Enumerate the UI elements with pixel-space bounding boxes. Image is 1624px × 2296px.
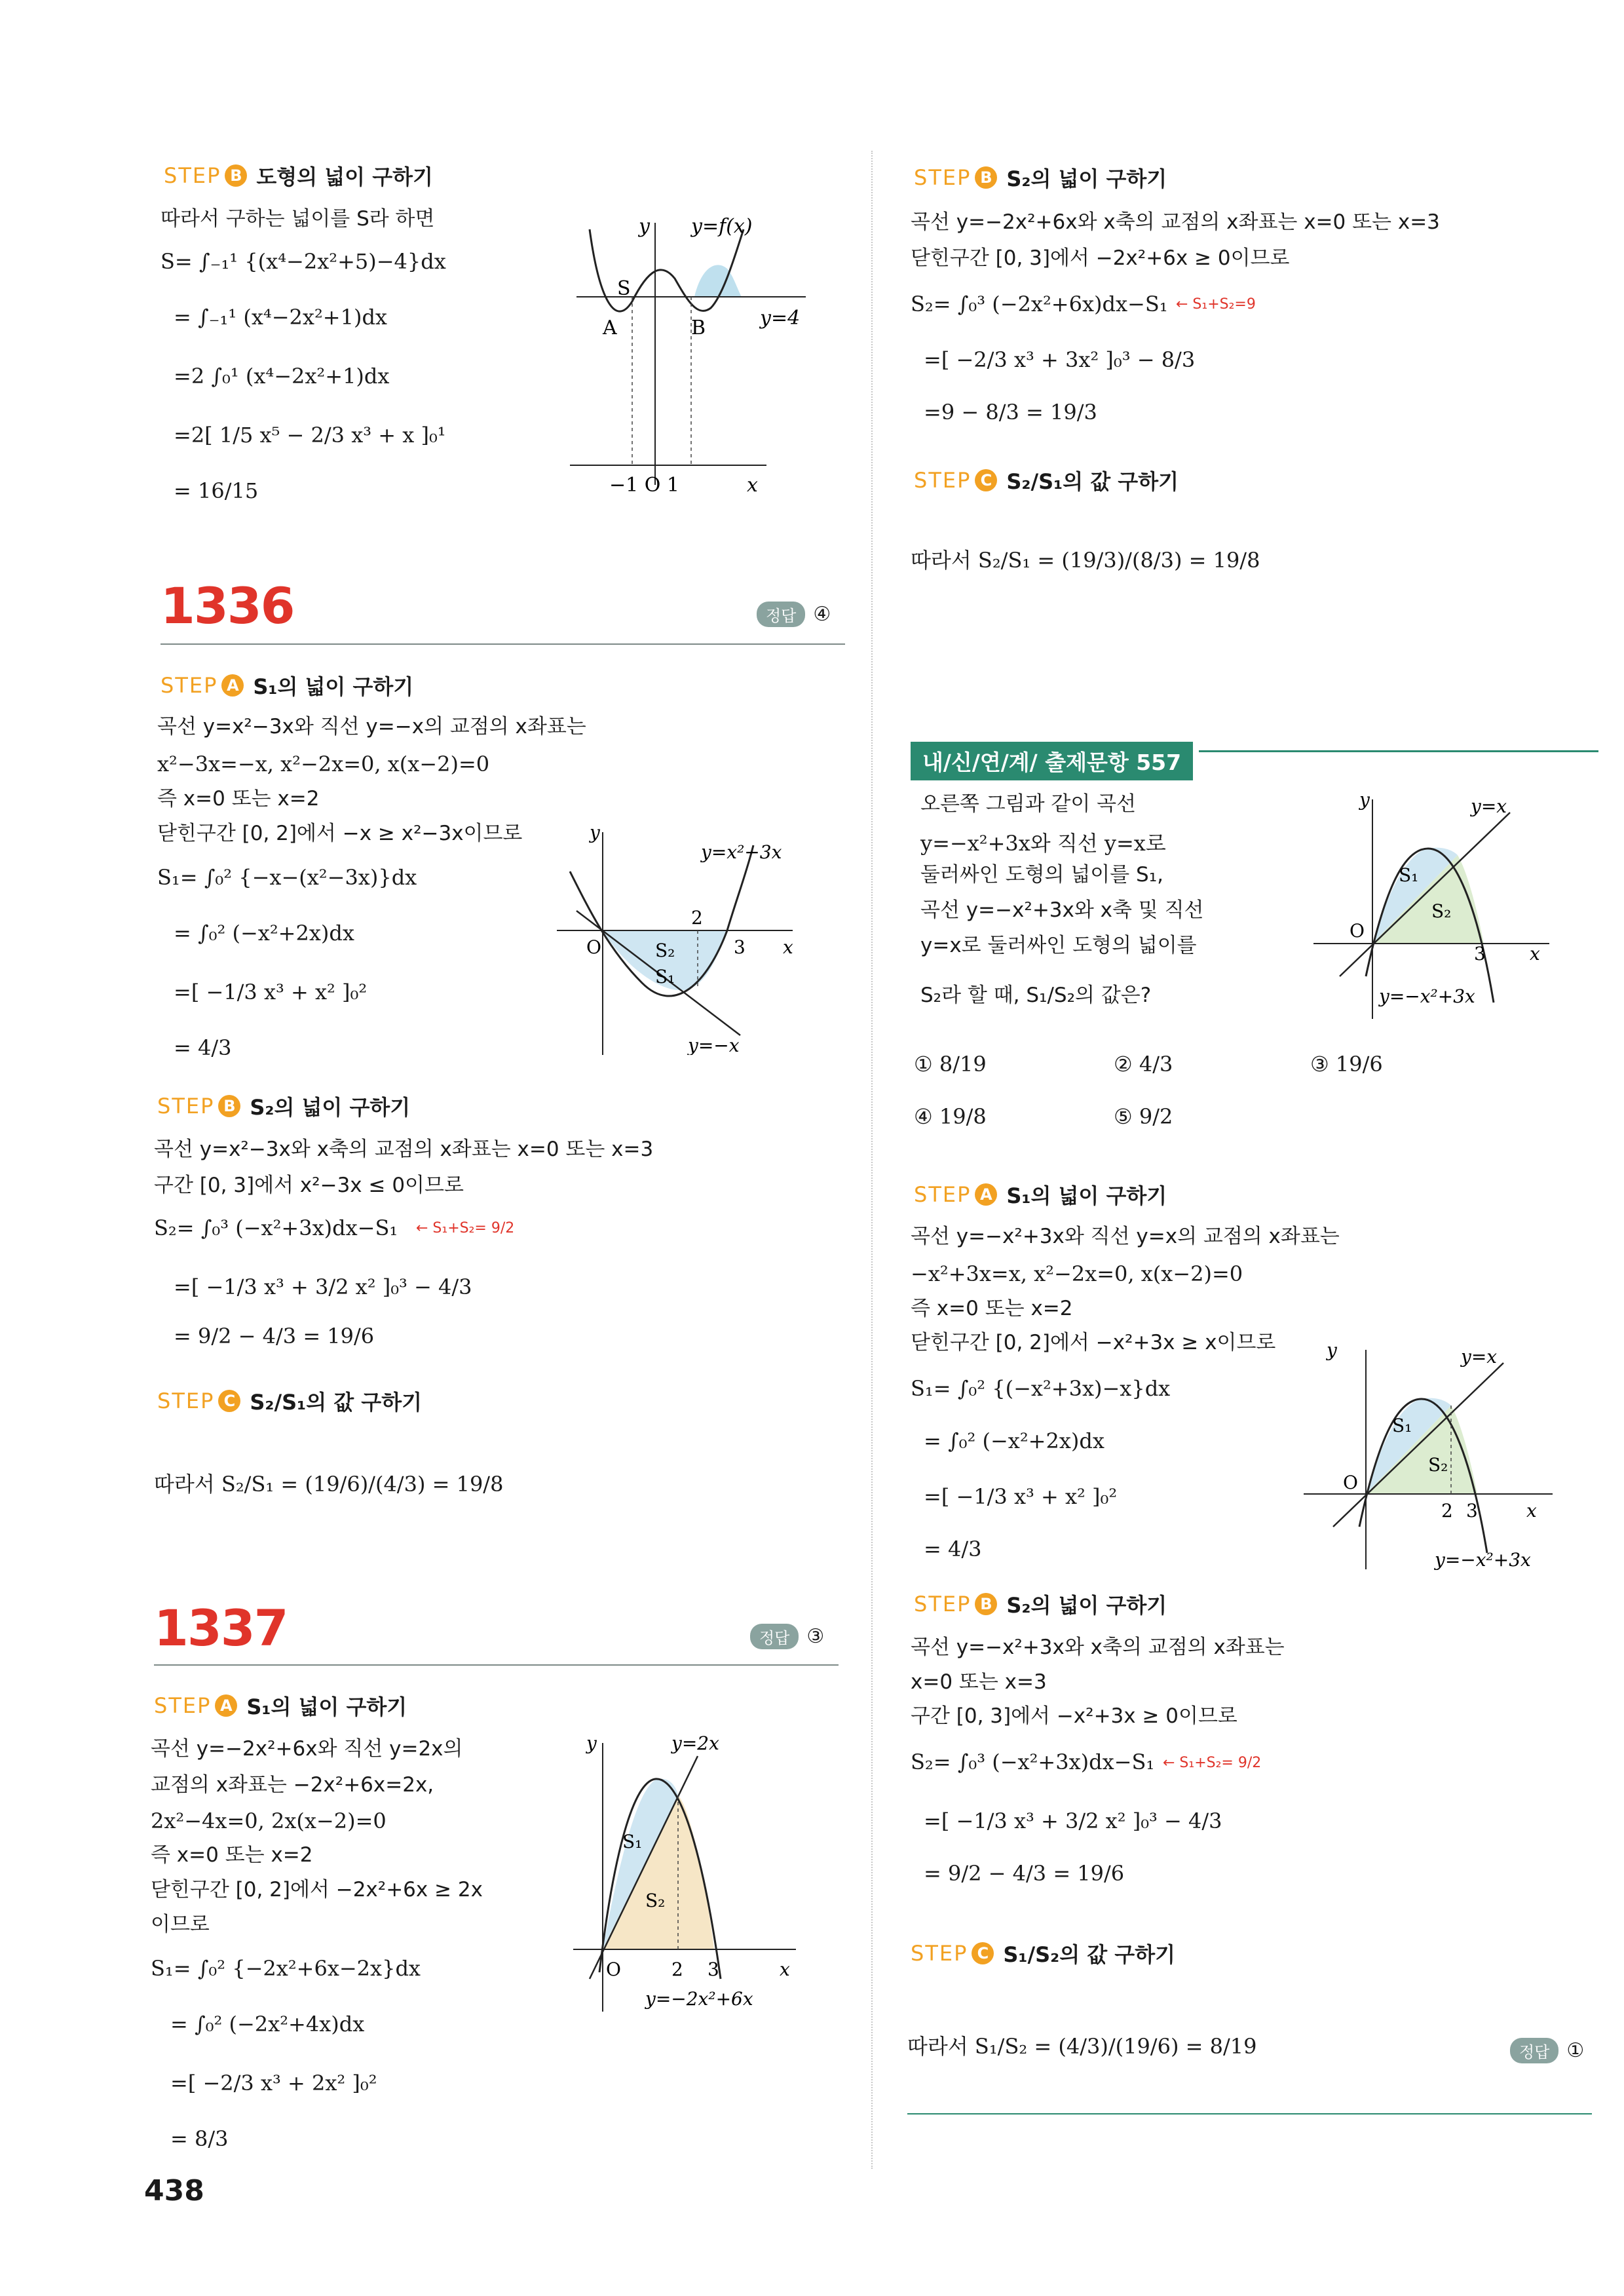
label-2: 2 <box>671 1959 683 1980</box>
solution-line: 곡선 y=x²−3x와 직선 y=−x의 교점의 x좌표는 <box>157 715 586 738</box>
problem-line: y=x로 둘러싸인 도형의 넓이를 <box>920 934 1197 957</box>
solution-line: =[ −2/3 x³ + 2x² ]₀² <box>170 2071 377 2095</box>
step-c-heading: STEP C S₂/S₁의 값 구하기 <box>157 1388 423 1415</box>
choice-4[interactable]: ④ 19/8 <box>914 1104 987 1129</box>
graph-557 <box>1313 786 1576 1022</box>
problem-divider <box>161 643 845 645</box>
label-2: 2 <box>691 907 703 928</box>
choice-5[interactable]: ⑤ 9/2 <box>1114 1104 1173 1129</box>
solution-line: 닫힌구간 [0, 3]에서 −2x²+6x ≥ 0이므로 <box>911 246 1290 270</box>
label-x: x <box>1530 943 1540 965</box>
problem-divider <box>154 1664 839 1666</box>
label-line: y=x <box>1461 1346 1498 1368</box>
step-b-heading: STEP B 도형의 넓이 구하기 <box>164 163 433 189</box>
label-y: y <box>1359 789 1370 811</box>
solution-line: S₁= ∫₀² {−x−(x²−3x)}dx <box>157 865 417 890</box>
solution-line: S₂= ∫₀³ (−x²+3x)dx−S₁ <box>154 1215 398 1240</box>
label-line: y=x <box>1471 795 1507 817</box>
solution-line: 즉 x=0 또는 x=2 <box>151 1843 313 1867</box>
solution-line: = 8/3 <box>170 2126 229 2151</box>
step-a-heading: STEP A S₁의 넓이 구하기 <box>161 673 414 699</box>
solution-line: 곡선 y=−2x²+6x와 x축의 교점의 x좌표는 x=0 또는 x=3 <box>911 210 1440 234</box>
step-a-heading: STEP A S₁의 넓이 구하기 <box>914 1182 1167 1208</box>
header-rule <box>1199 750 1598 752</box>
step-b-heading: STEP B S₂의 넓이 구하기 <box>157 1094 411 1120</box>
solution-line: = 16/15 <box>174 478 259 503</box>
label-line: y=4 <box>760 307 801 330</box>
label-s2: S₂ <box>1431 900 1452 922</box>
answer-badge: 정답 ④ <box>757 602 831 627</box>
region-s2b <box>1458 855 1484 944</box>
label-s1: S₁ <box>1392 1415 1412 1436</box>
label-3: 3 <box>1466 1500 1478 1521</box>
label-3: 3 <box>1474 943 1486 965</box>
problem-line: 곡선 y=−x²+3x와 x축 및 직선 <box>920 898 1204 922</box>
solution-line: S₂= ∫₀³ (−2x²+6x)dx−S₁ <box>911 292 1168 316</box>
graph-1337 <box>567 1730 842 2018</box>
solution-line: = ∫₀² (−x²+2x)dx <box>174 921 354 946</box>
solution-line: =[ −1/3 x³ + 3/2 x² ]₀³ − 4/3 <box>174 1274 472 1299</box>
linked-problem-header: 내/신/연/계/ 출제문항 557 <box>911 742 1193 780</box>
label-a: A <box>603 316 617 339</box>
label-o: O <box>586 936 601 958</box>
label-s: S <box>617 277 631 300</box>
label-2: 2 <box>1441 1500 1453 1521</box>
solution-line: S₁= ∫₀² {(−x²+3x)−x}dx <box>911 1376 1171 1401</box>
solution-line: =[ −1/3 x³ + x² ]₀² <box>174 980 368 1004</box>
solution-line: 즉 x=0 또는 x=2 <box>157 787 320 811</box>
label-b: B <box>691 316 706 339</box>
solution-line: 곡선 y=−2x²+6x와 직선 y=2x의 <box>151 1737 463 1761</box>
hint-note: ← S₁+S₂= 9/2 <box>416 1220 515 1236</box>
section-end-rule <box>907 2113 1592 2114</box>
label-s1: S₁ <box>1399 864 1419 886</box>
step-b-heading: STEP B S₂의 넓이 구하기 <box>914 1592 1167 1618</box>
label-curve: y=f(x) <box>691 215 753 238</box>
solution-line: −x²+3x=x, x²−2x=0, x(x−2)=0 <box>911 1261 1243 1286</box>
page-number: 438 <box>144 2174 204 2208</box>
solution-line: 따라서 S₂/S₁ = (19/3)/(8/3) = 19/8 <box>911 548 1260 573</box>
solution-line: 곡선 y=x²−3x와 x축의 교점의 x좌표는 x=0 또는 x=3 <box>154 1138 654 1161</box>
graph-557-solution <box>1304 1337 1579 1573</box>
label-y: y <box>586 1732 597 1754</box>
choice-3[interactable]: ③ 19/6 <box>1310 1052 1383 1077</box>
graph-1336 <box>557 819 832 1055</box>
solution-line: x=0 또는 x=3 <box>911 1670 1047 1694</box>
label-x: x <box>783 936 793 958</box>
label-s2: S₂ <box>645 1890 666 1911</box>
choice-2[interactable]: ② 4/3 <box>1114 1052 1173 1077</box>
label-curve: y=x²−3x <box>701 841 782 863</box>
solution-line: = ∫₀² (−2x²+4x)dx <box>170 2012 365 2037</box>
solution-line: S₁= ∫₀² {−2x²+6x−2x}dx <box>151 1956 421 1981</box>
region-s2b <box>1451 1406 1477 1494</box>
answer-badge: 정답 ① <box>1510 2038 1584 2063</box>
label-o: O <box>1350 920 1365 942</box>
label-curve: y=−2x²+6x <box>645 1988 753 2010</box>
label-curve: y=−x²+3x <box>1435 1549 1531 1571</box>
label-line: y=2x <box>671 1732 719 1754</box>
solution-line: = 4/3 <box>174 1035 232 1060</box>
solution-line: 따라서 S₂/S₁ = (19/6)/(4/3) = 19/8 <box>154 1472 504 1497</box>
solution-line: 닫힌구간 [0, 2]에서 −2x²+6x ≥ 2x <box>151 1878 483 1902</box>
solution-line: 구간 [0, 3]에서 −x²+3x ≥ 0이므로 <box>911 1704 1237 1728</box>
label-s2: S₂ <box>1428 1454 1448 1476</box>
step-b-heading: STEP B S₂의 넓이 구하기 <box>914 165 1167 191</box>
choice-1[interactable]: ① 8/19 <box>914 1052 987 1077</box>
label-x: x <box>780 1959 790 1980</box>
solution-line: 닫힌구간 [0, 2]에서 −x ≥ x²−3x이므로 <box>157 822 523 845</box>
solution-line: S₂= ∫₀³ (−x²+3x)dx−S₁ <box>911 1750 1155 1774</box>
solution-line: = 9/2 − 4/3 = 19/6 <box>924 1861 1125 1886</box>
solution-line: 구간 [0, 3]에서 x²−3x ≤ 0이므로 <box>154 1174 464 1197</box>
label-s2: S₂ <box>655 940 675 961</box>
label-3: 3 <box>708 1959 719 1980</box>
problem-number: 1337 <box>154 1599 288 1657</box>
solution-line: = 9/2 − 4/3 = 19/6 <box>174 1324 375 1349</box>
solution-line: 따라서 S₁/S₂ = (4/3)/(19/6) = 8/19 <box>907 2034 1257 2059</box>
solution-line: =[ −1/3 x³ + x² ]₀² <box>924 1484 1118 1509</box>
step-c-heading: STEP C S₂/S₁의 값 구하기 <box>914 468 1179 494</box>
solution-line: =[ −2/3 x³ + 3x² ]₀³ − 8/3 <box>924 347 1196 372</box>
label-o: O <box>606 1959 621 1980</box>
solution-line: =[ −1/3 x³ + 3/2 x² ]₀³ − 4/3 <box>924 1808 1222 1833</box>
solution-line: =2 ∫₀¹ (x⁴−2x²+1)dx <box>174 364 390 389</box>
label-x: x <box>747 474 758 491</box>
graph-fx <box>570 203 832 491</box>
label-curve: y=−x²+3x <box>1379 985 1475 1007</box>
hint-note: ← S₁+S₂= 9/2 <box>1163 1755 1262 1771</box>
solution-line: = ∫₋₁¹ (x⁴−2x²+1)dx <box>174 305 387 330</box>
solution-line: =9 − 8/3 = 19/3 <box>924 400 1097 425</box>
solution-line: x²−3x=−x, x²−2x=0, x(x−2)=0 <box>157 752 490 776</box>
label-s1: S₁ <box>655 966 675 987</box>
solution-line: S= ∫₋₁¹ {(x⁴−2x²+5)−4}dx <box>161 249 446 274</box>
column-divider <box>871 151 873 2169</box>
problem-line: S₂라 할 때, S₁/S₂의 값은? <box>920 984 1152 1007</box>
answer-badge: 정답 ③ <box>750 1624 824 1649</box>
solution-line: 교점의 x좌표는 −2x²+6x=2x, <box>151 1773 434 1797</box>
label-line: y=−x <box>688 1035 740 1055</box>
solution-line: 닫힌구간 [0, 2]에서 −x²+3x ≥ x이므로 <box>911 1331 1276 1354</box>
solution-line: 곡선 y=−x²+3x와 x축의 교점의 x좌표는 <box>911 1636 1285 1659</box>
label-y: y <box>1327 1339 1337 1361</box>
solution-line: =2[ 1/5 x⁵ − 2/3 x³ + x ]₀¹ <box>174 423 446 448</box>
solution-line: 곡선 y=−x²+3x와 직선 y=x의 교점의 x좌표는 <box>911 1225 1340 1248</box>
solution-line: 즉 x=0 또는 x=2 <box>911 1297 1073 1320</box>
region-s <box>694 265 742 297</box>
problem-line: 둘러싸인 도형의 넓이를 S₁, <box>920 863 1163 887</box>
label-o: O <box>1343 1472 1358 1493</box>
problem-line: 오른쪽 그림과 같이 곡선 <box>920 792 1137 816</box>
solution-line: = 4/3 <box>924 1537 982 1561</box>
step-a-heading: STEP A S₁의 넓이 구하기 <box>154 1693 407 1719</box>
label-x: x <box>1526 1500 1537 1521</box>
solution-line: = ∫₀² (−x²+2x)dx <box>924 1428 1105 1453</box>
solution-line: 이므로 <box>151 1913 210 1936</box>
label-y: y <box>590 822 600 843</box>
label-ticks: −1 O 1 <box>609 474 679 491</box>
solution-line: 따라서 구하는 넓이를 S라 하면 <box>161 207 435 231</box>
problem-number: 1336 <box>161 577 294 635</box>
problem-line: y=−x²+3x와 직선 y=x로 <box>920 831 1166 856</box>
region-s2b <box>678 1795 714 1949</box>
label-y: y <box>639 215 650 238</box>
hint-note: ← S₁+S₂=9 <box>1176 296 1256 313</box>
step-c-heading: STEP C S₁/S₂의 값 구하기 <box>911 1941 1176 1967</box>
solution-line: 2x²−4x=0, 2x(x−2)=0 <box>151 1808 387 1833</box>
label-s1: S₁ <box>622 1831 643 1852</box>
label-3: 3 <box>734 936 746 958</box>
